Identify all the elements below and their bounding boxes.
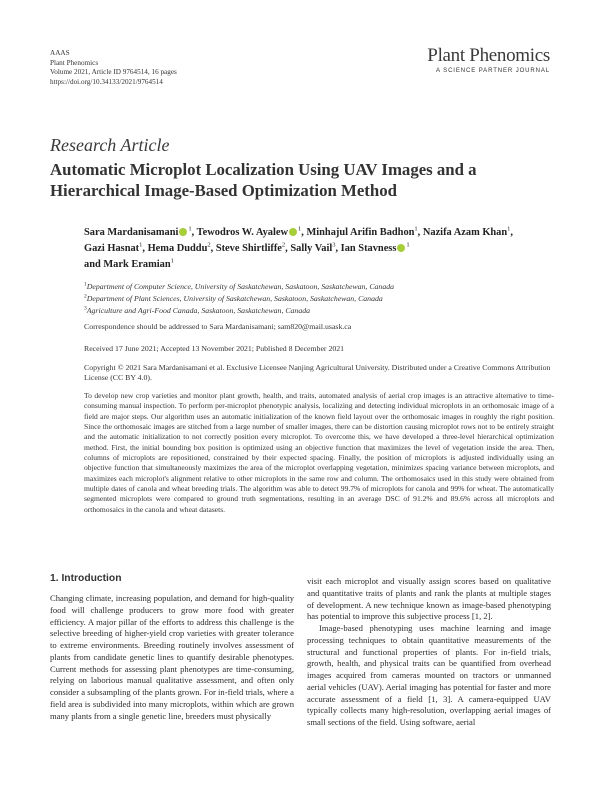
affiliation-marker: 1 [170,257,174,265]
author-name: Tewodros W. Ayalew [196,227,288,238]
author-name: Gazi Hasnat [84,243,140,254]
body-paragraph: Changing climate, increasing population, and demand for high-quality food will challenge producers to grow more food with greater efficiency. A major pillar of the efforts to address this challenge is the selective breeding of higher-yield crop varieties with greater tolerance to extreme environments. Breeding routinely involves assessment of plants from candidate genetic lines to quantify desirable phenotypes. Current methods for assessing plant phenotypes are time-consuming, relying on laborious manual qualitative assessment, and often only consider a subsampling of the plants grown. For in-field trials, where a field area is subdivided into many microplots, within which are grown many plants from a single genetic line, breeders must physically [50,593,294,721]
author-name: Mark Eramian [103,259,171,270]
author-name: Ian Stavness [340,243,397,254]
affiliation-line: $^2$Department of Plant Sciences, University of Saskatchewan, Saskatoon, Saskatchewan, Canada [84,293,383,304]
abstract: To develop new crop varieties and monitor plant growth, health, and traits, automated analysis of aerial crop images is an attractive alternative to time-consuming manual inspection. To perform per-microplot phenotypic analysis, localizing and detecting individual microplots in an orthomosaic image of a field are major steps. Our algorithm uses an automatic initialization of the known field layout over the orthomosaic images in roughly the right position. Since the orthomosaic images are stitched from a large number of smaller images, there can be distortion causing microplot rows not to be entirely straight and the automatic initialization to not correctly position every microplot. To overcome this, we have developed a three-level hierarchical optimization method. First, the initial bounding box position is optimized using an objective function that maximizes the level of vegetation inside the area. Then, columns of microplots are repositioned, constrained by their expected spacing. Finally, the position of microplots is adjusted individually using an objective function that simultaneously maximizes the area of the microplot overlapping vegetation, minimizes spacing variance between microplots, and maximizes each microplot's alignment relative to other microplots in the same row and column. The orthomosaics used in this study were obtained from multiple dates of canola and wheat breeding trials. The algorithm was able to detect 99.7% of microplots for canola and 99% for wheat. The automatically segmented microplots were compared to ground truth segmentations, resulting in an average DSC of 91.2% and 89.6% across all microplots and orthomosaics in the canola and wheat datasets. [84,391,554,514]
orcid-icon[interactable] [289,228,297,236]
journal-logo-name: Plant Phenomics [427,45,550,66]
author-name: Hema Duddu [147,243,208,254]
affiliation-marker: 2 [281,241,286,249]
article-title: Automatic Microplot Localization Using UAV Images and a Hierarchical Image-Based Optimization Method [50,160,477,200]
author-name: Nazifa Azam Khan [422,227,508,238]
orcid-icon[interactable] [179,228,187,236]
article-dates: Received 17 June 2021; Accepted 13 November 2021; Published 8 December 2021 [84,344,345,353]
journal-name: Plant Phenomics [50,58,99,67]
affiliation-marker: 1 [414,225,418,233]
article-meta [50,49,177,87]
affiliation-marker: 2 [207,241,211,249]
doi-link[interactable]: https://doi.org/10.34133/2021/9764514 [50,77,163,86]
affiliation-marker: 1 [139,241,143,249]
body-paragraph: visit each microplot and visually assign scores based on qualitative and quantitative traits of plants and rank the plants at multiple stages of development. A new technique known as image-based phenotyping has potential to improve this subjective process [1, 2]. [307,576,551,622]
author-name: Steve Shirtliffe [215,243,282,254]
section-heading: 1. Introduction [50,573,122,584]
journal-abbr: AAAS [50,49,70,57]
correspondence: Correspondence should be addressed to Sara Mardanisamani; sam820@mail.usask.ca [84,322,352,331]
author-name: Minhajul Arifin Badhon [306,227,415,238]
orcid-icon[interactable] [397,244,405,252]
journal-logo [427,46,550,74]
affiliation-marker: 1 [297,225,302,233]
journal-logo-tagline: A SCIENCE PARTNER JOURNAL [436,68,550,74]
copyright-notice: Copyright © 2021 Sara Mardanisamani et al. Exclusive Licensee Nanjing Agricultural University. Distributed under a Creative Commons Attribution License (CC BY 4.0). [84,363,551,383]
author-name: Sara Mardanisamani [84,227,179,238]
article-type: Research Article [50,135,170,155]
affiliation-marker: 1 [188,225,192,233]
affiliations [84,281,394,318]
affiliation-marker: 3 [332,241,336,249]
affiliation-line: $^1$Department of Computer Science, University of Saskatchewan, Saskatoon, Saskatchewan, Canada [84,281,395,291]
author-list: Sara Mardanisamani $^1$, Tewodros W. Ayalew $^1$, Minhajul Arifin Badhon$^1$, Nazifa Azam Khan$^1$, Gazi Hasnat$^1$, Hema Duddu$^2$, Steve Shirtliffe$^2$, Sally Vail$^3$, Ian Stavness $^1$ and Mark Eramian$^1$ [84,225,514,270]
affiliation-marker: 1 [507,225,511,233]
body-column-right [307,576,551,729]
affiliation-line: $^3$Agriculture and Agri-Food Canada, Saskatoon, Saskatchewan, Canada [84,305,311,316]
author-name: Sally Vail [290,243,333,254]
affiliation-marker: 1 [406,241,410,249]
body-column-left [50,593,294,722]
volume-line: Volume 2021, Article ID 9764514, 16 pages [50,68,177,77]
body-paragraph: Image-based phenotyping uses machine learning and image processing techniques to obtain quantitative measurements of the structural and functional properties of plants. For in-field trials, growth, health, and physical traits can be quantified from overhead images acquired from cameras mounted on tractors or unmanned aerial vehicles (UAV). Aerial imaging has potential for faster and more accurate assessment of a field [1, 3]. A camera-equipped UAV typically collects many high-resolution, overlapping aerial images of small sections of the field. Using software, aerial [307,623,551,727]
